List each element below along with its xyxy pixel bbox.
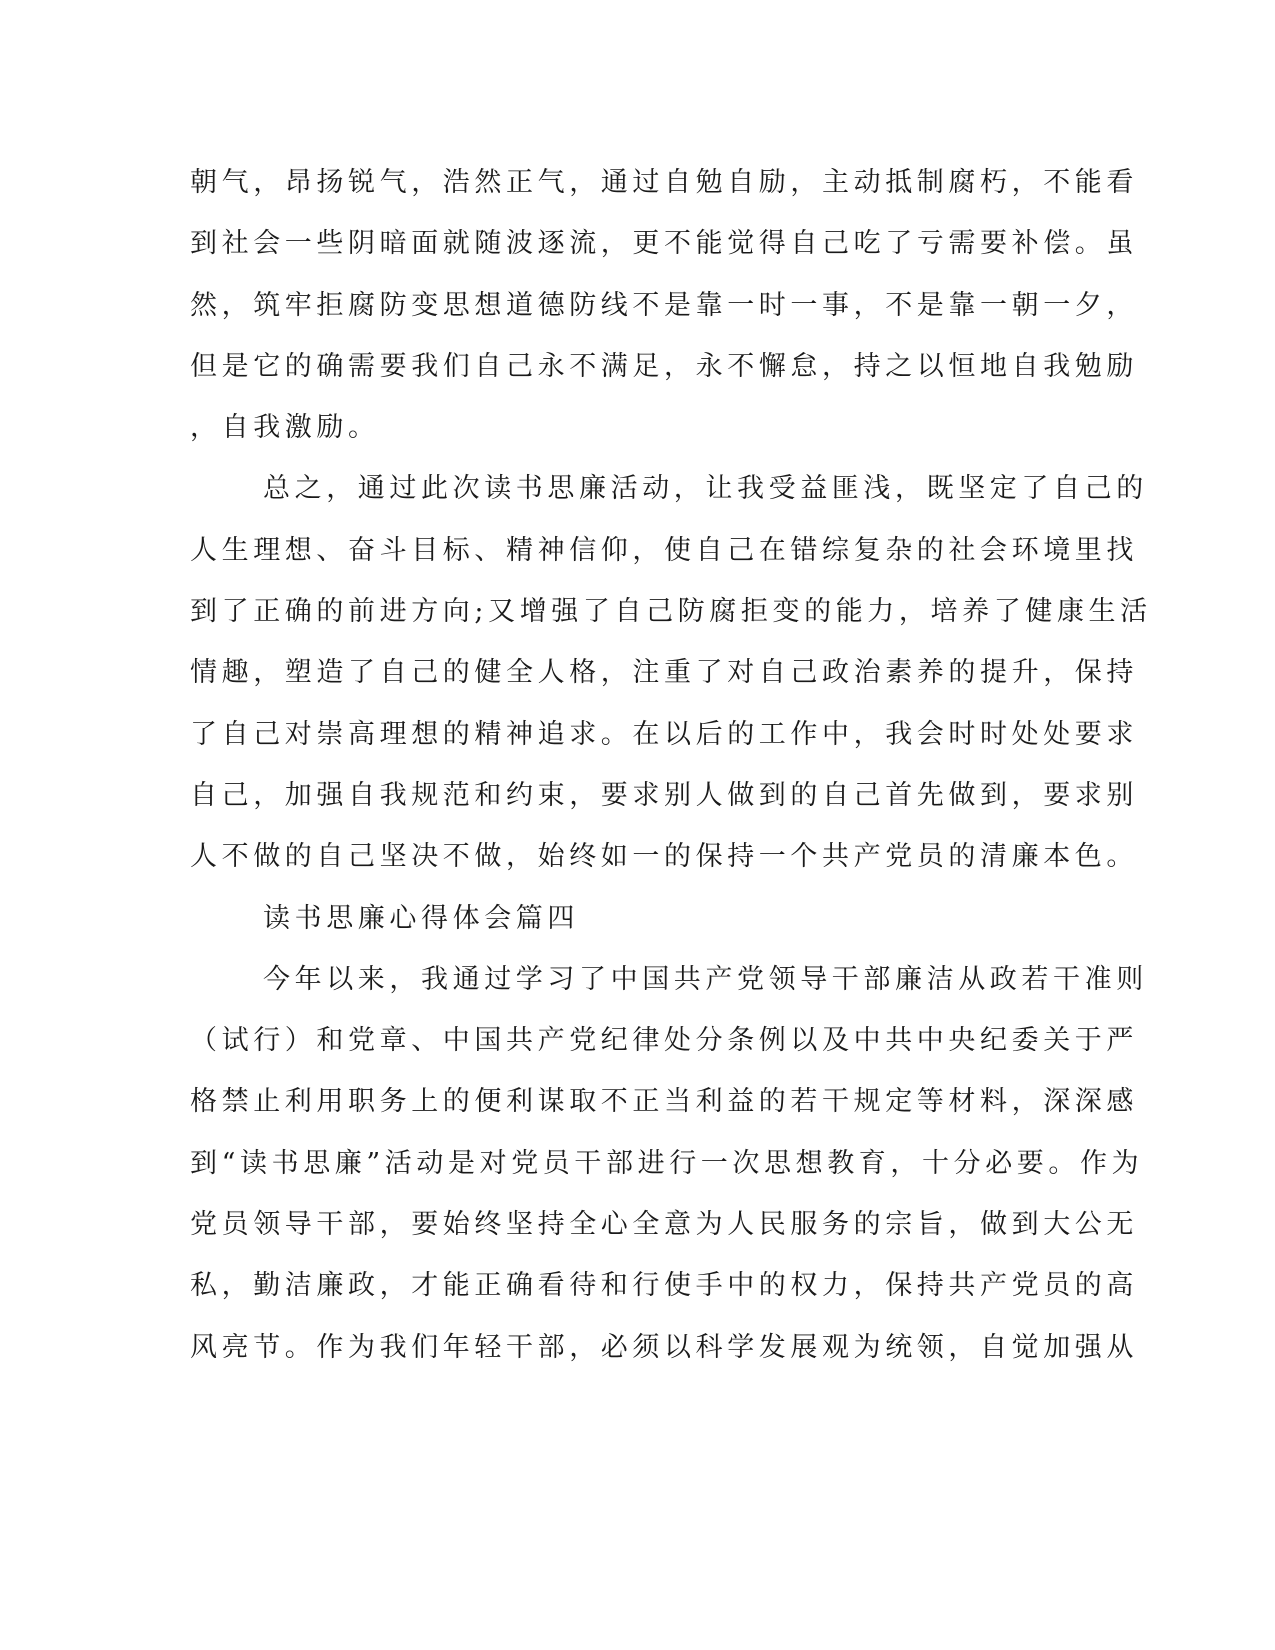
- text-line: 但是它的确需要我们自己永不满足，永不懈怠，持之以恒地自我勉励: [190, 350, 1138, 382]
- body-text: [190, 158, 1152, 1384]
- section-heading: 读书思廉心得体会篇四: [263, 902, 579, 934]
- text-line: 然，筑牢拒腐防变思想道德防线不是靠一时一事，不是靠一朝一夕，: [190, 289, 1138, 321]
- text-line: 私，勤洁廉政，才能正确看待和行使手中的权力，保持共产党员的高: [190, 1270, 1138, 1302]
- text-line: 到“读书思廉”活动是对党员干部进行一次思想教育，十分必要。作为: [190, 1147, 1144, 1179]
- text-line: 了自己对崇高理想的精神追求。在以后的工作中，我会时时处处要求: [190, 718, 1138, 750]
- text-line: （试行）和党章、中国共产党纪律处分条例以及中共中央纪委关于严: [190, 1025, 1138, 1057]
- text-line: 朝气，昂扬锐气，浩然正气，通过自勉自励，主动抵制腐朽，不能看: [190, 167, 1138, 198]
- text-line: 人不做的自己坚决不做，始终如一的保持一个共产党员的清廉本色。: [190, 841, 1138, 873]
- text-line: 总之，通过此次读书思廉活动，让我受益匪浅，既坚定了自己的: [263, 473, 1148, 505]
- text-line: 情趣，塑造了自己的健全人格，注重了对自己政治素养的提升，保持: [190, 657, 1138, 689]
- text-line: 到了正确的前进方向;又增强了自己防腐拒变的能力，培养了健康生活: [190, 596, 1152, 628]
- text-line: 自己，加强自我规范和约束，要求别人做到的自己首先做到，要求别: [190, 779, 1138, 811]
- text-line: 今年以来，我通过学习了中国共产党领导干部廉洁从政若干准则: [263, 963, 1148, 995]
- text-line: 党员领导干部，要始终坚持全心全意为人民服务的宗旨，做到大公无: [190, 1209, 1138, 1241]
- text-line: ，自我激励。: [190, 412, 380, 444]
- text-line: 人生理想、奋斗目标、精神信仰，使自己在错综复杂的社会环境里找: [190, 534, 1138, 566]
- text-line: 到社会一些阴暗面就随波逐流，更不能觉得自己吃了亏需要补偿。虽: [190, 228, 1138, 260]
- text-line: 风亮节。作为我们年轻干部，必须以科学发展观为统领，自觉加强从: [190, 1331, 1138, 1363]
- text-line: 格禁止利用职务上的便利谋取不正当利益的若干规定等材料，深深感: [190, 1086, 1138, 1118]
